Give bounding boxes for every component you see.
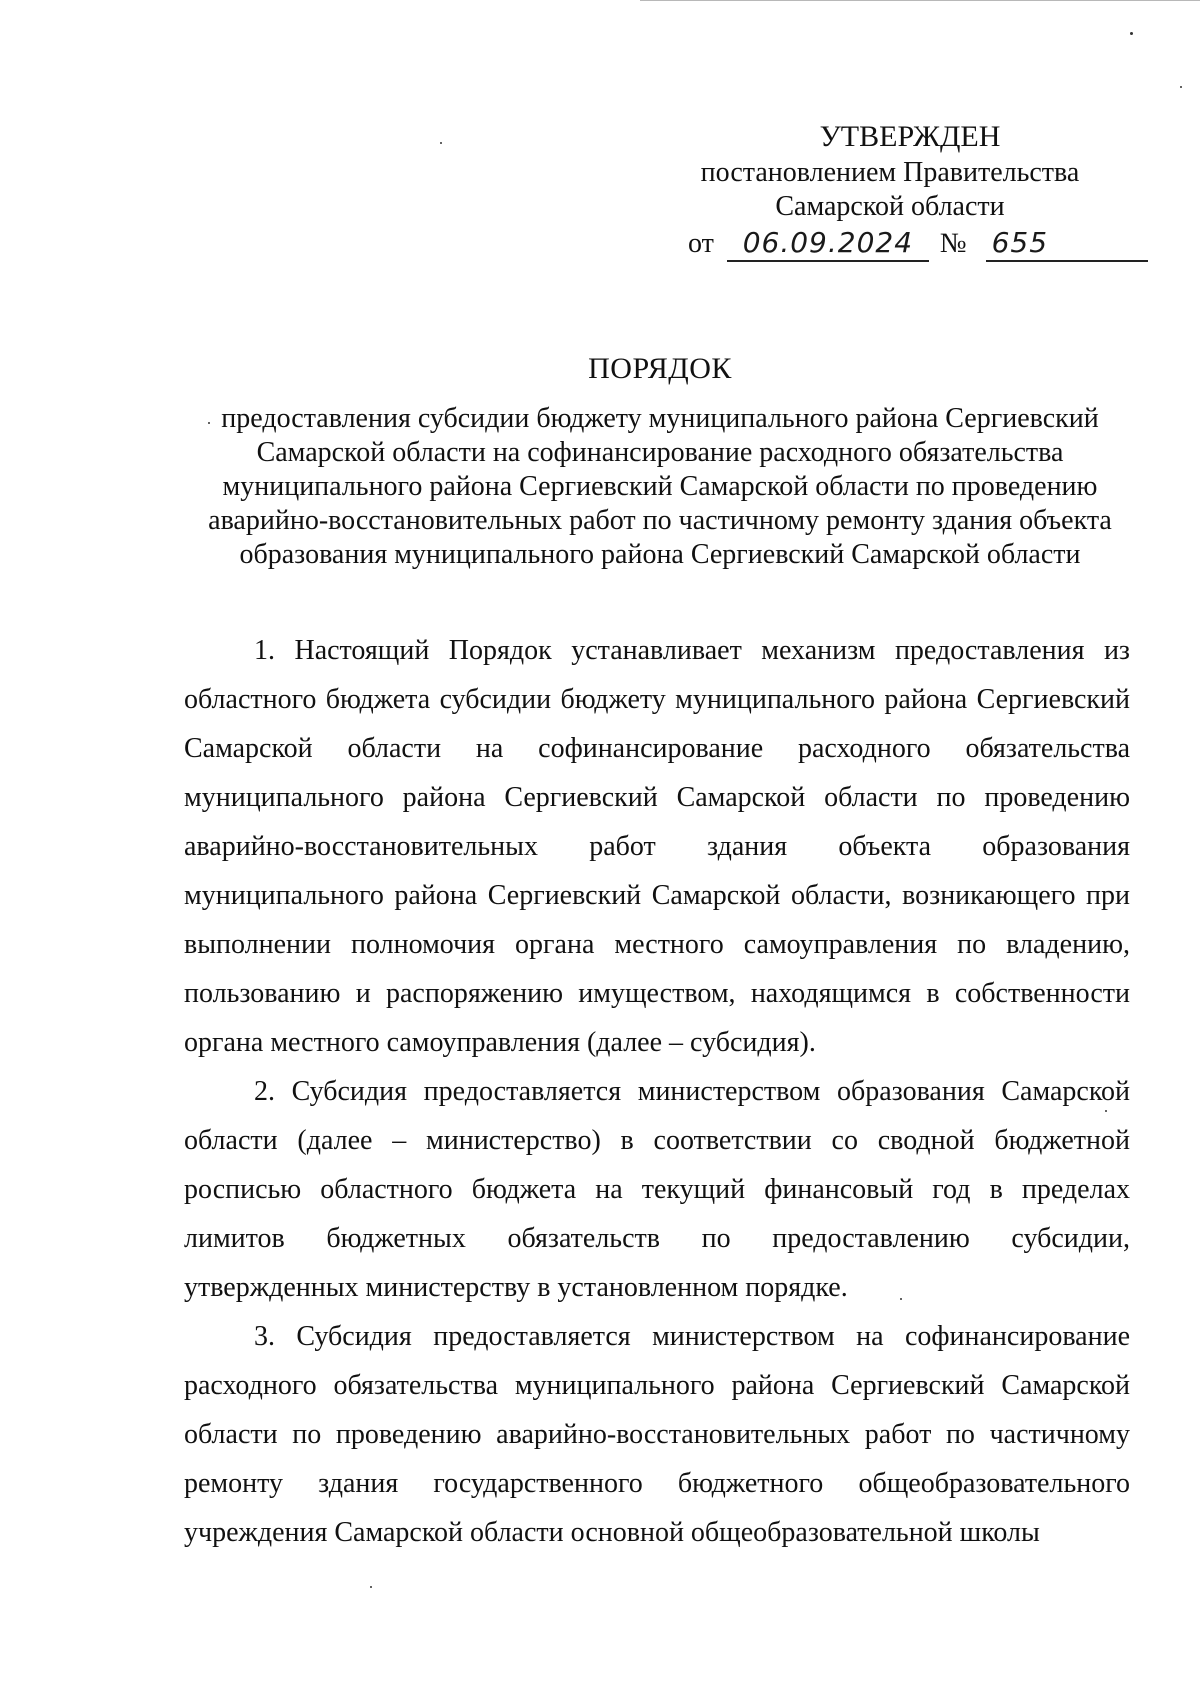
handwritten-date: 06.09.2024 [727, 226, 929, 262]
handwritten-number: 655 [986, 226, 1148, 262]
scan-edge-line [640, 0, 1200, 1]
scan-speck [370, 1586, 372, 1588]
scan-speck [1180, 86, 1182, 88]
approval-stamp-block [660, 120, 1120, 224]
scan-speck [1130, 32, 1133, 35]
number-label: № [939, 228, 967, 259]
paragraph-3: 3. Субсидия предоставляется министерством на софинансирование расходного обязательства муниципального района Сергиевский Самарской области по проведению аварийно-восстановительных работ по частичному ремонту здания государственного бюджетного общеобразовательного учреждения Самарской области основной общеобразовательной школы [184, 1321, 1130, 1548]
scan-speck [900, 1298, 902, 1300]
approval-line-2: Самарской области [775, 191, 1005, 222]
approved-heading: УТВЕРЖДЕН [819, 120, 1001, 153]
approval-line-1: постановлением Правительства [700, 157, 1080, 188]
paragraph-2: 2. Субсидия предоставляется министерством образования Самарской области (далее – министерство) в соответствии со сводной бюджетной росписью областного бюджета на текущий финансовый год в пределах лимитов бюджетных обязательств по предоставлению субсидии, утвержденных министерству в установленном порядке. [184, 1076, 1130, 1303]
scan-speck [208, 422, 210, 424]
document-title: ПОРЯДОК [588, 352, 732, 385]
scan-speck [440, 142, 442, 144]
document-subtitle: предоставления субсидии бюджету муниципального района Сергиевский Самарской области на софинансирование расходного обязательства муниципального района Сергиевский Самарской области по проведению аварийно-восстановительных работ по частичному ремонту здания объекта образования муниципального района Сергиевский Самарской области [208, 403, 1112, 570]
scan-speck [1105, 1110, 1107, 1112]
document-body [184, 626, 1130, 1557]
from-label: от [688, 228, 714, 259]
paragraph-1: 1. Настоящий Порядок устанавливает механизм предоставления из областного бюджета субсидии бюджету муниципального района Сергиевский Самарской области на софинансирование расходного обязательства муниципального района Сергиевский Самарской области по проведению аварийно-восстановительных работ здания объекта образования муниципального района Сергиевский Самарской области, возникающего при выполнении полномочия органа местного самоуправления по владению, пользованию и распоряжению имуществом, находящимся в собственности органа местного самоуправления (далее – субсидия). [184, 635, 1130, 1058]
approval-reference [688, 226, 1128, 262]
